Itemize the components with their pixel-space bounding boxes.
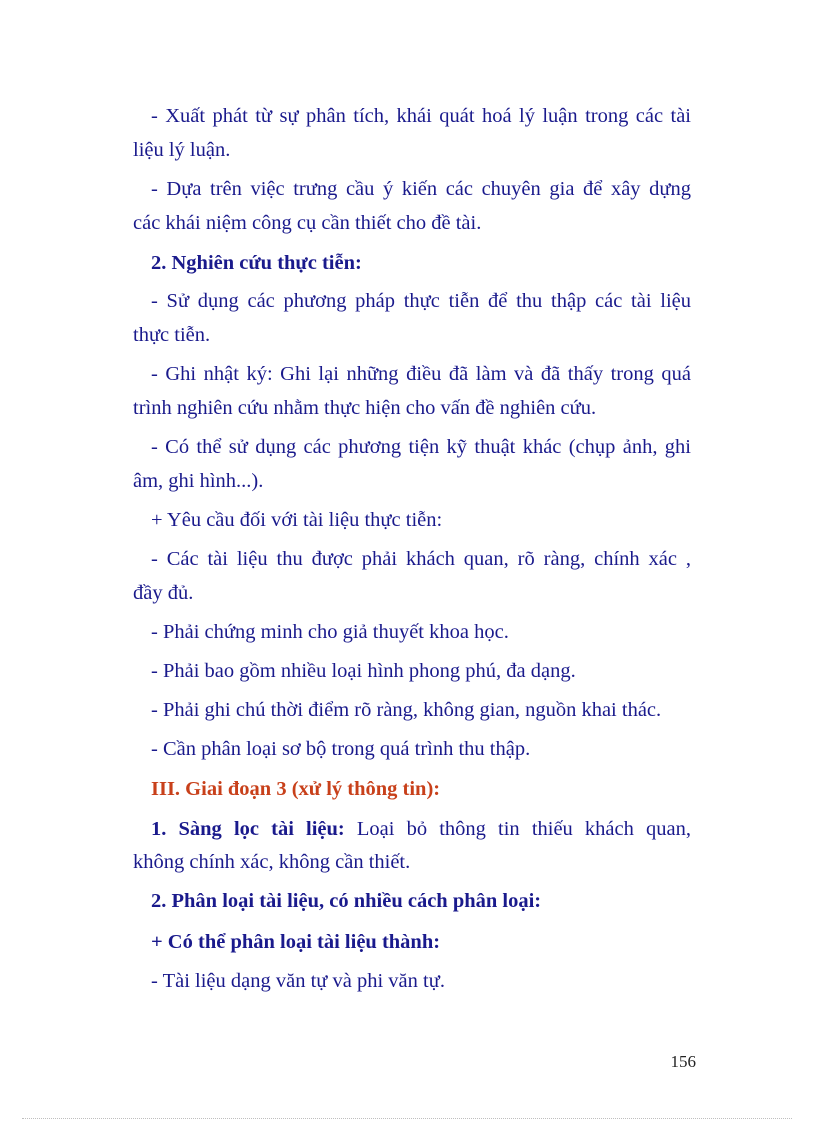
- footer-divider: [22, 1118, 792, 1119]
- paragraph-document-types: - Tài liệu dạng văn tự và phi văn tự.: [151, 970, 445, 992]
- heading-stage-3: III. Giai đoạn 3 (xử lý thông tin):: [151, 778, 441, 800]
- paragraph-practical-methods-line1: - Sử dụng các phương pháp thực tiễn để thu thập các tài liệu: [151, 290, 691, 312]
- paragraph-objective-line1: - Các tài liệu thu được phải khách quan, rõ ràng, chính xác ,: [151, 548, 691, 570]
- paragraph-diverse-types: - Phải bao gồm nhiều loại hình phong phú, đa dạng.: [151, 660, 576, 682]
- paragraph-filtering-line2: không chính xác, không cần thiết.: [133, 851, 411, 873]
- page-number: 156: [670, 1052, 696, 1071]
- paragraph-preliminary-classification: - Cần phân loại sơ bộ trong quá trình thu thập.: [151, 738, 531, 760]
- paragraph-technical-means-line1: - Có thể sử dụng các phương tiện kỹ thuật khác (chụp ảnh, ghi: [151, 436, 691, 458]
- filtering-text: Loại bỏ thông tin thiếu khách quan,: [344, 818, 691, 840]
- paragraph-practical-methods-line2: thực tiễn.: [133, 324, 211, 346]
- paragraph-objective-line2: đầy đủ.: [133, 582, 194, 604]
- paragraph-expert-opinion-line2: các khái niệm công cụ cần thiết cho đề tài.: [133, 212, 482, 234]
- paragraph-technical-means-line2: âm, ghi hình...).: [133, 470, 264, 492]
- heading-can-classify: + Có thể phân loại tài liệu thành:: [151, 931, 441, 953]
- paragraph-requirements-intro: + Yêu cầu đối với tài liệu thực tiễn:: [151, 509, 443, 531]
- paragraph-expert-opinion-line1: - Dựa trên việc trưng cầu ý kiến các chuyên gia để xây dựng: [151, 178, 691, 200]
- paragraph-theory-analysis-line2: liệu lý luận.: [133, 139, 231, 161]
- filtering-label: 1. Sàng lọc tài liệu:: [151, 818, 345, 840]
- paragraph-theory-analysis-line1: - Xuất phát từ sự phân tích, khái quát hoá lý luận trong các tài: [151, 105, 691, 127]
- paragraph-filtering-line1: [151, 816, 691, 842]
- heading-practical-research: 2. Nghiên cứu thực tiễn:: [151, 252, 362, 274]
- paragraph-diary-line1: - Ghi nhật ký: Ghi lại những điều đã làm và đã thấy trong quá: [151, 363, 691, 385]
- paragraph-prove-hypothesis: - Phải chứng minh cho giả thuyết khoa học.: [151, 621, 509, 643]
- paragraph-note-time: - Phải ghi chú thời điểm rõ ràng, không gian, nguồn khai thác.: [151, 699, 662, 721]
- heading-classification: 2. Phân loại tài liệu, có nhiều cách phân loại:: [151, 890, 542, 912]
- paragraph-diary-line2: trình nghiên cứu nhằm thực hiện cho vấn đề nghiên cứu.: [133, 397, 597, 419]
